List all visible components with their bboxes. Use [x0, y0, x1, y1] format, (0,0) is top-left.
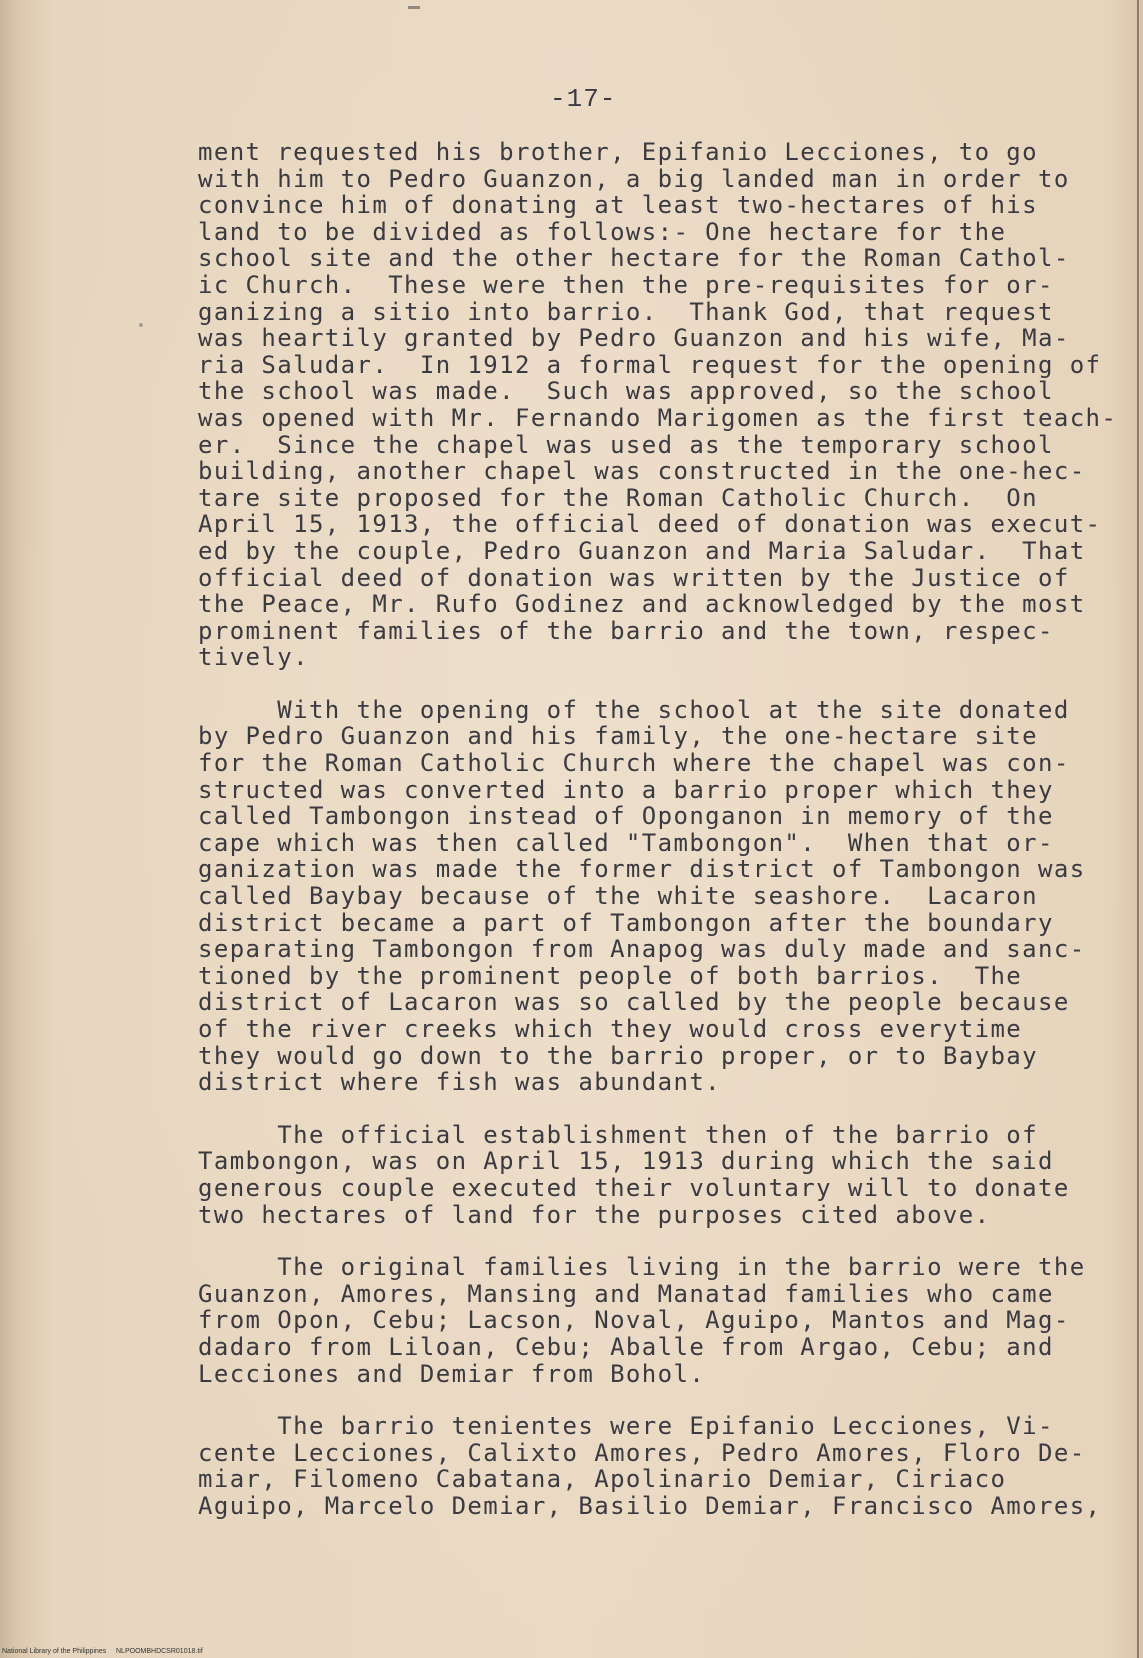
- text-line: with him to Pedro Guanzon, a big landed man in order to: [198, 164, 1070, 193]
- paragraph-4: [198, 1254, 1118, 1387]
- text-line: April 15, 1913, the official deed of donation was execut-: [198, 510, 1102, 539]
- text-line: district became a part of Tambongon after the boundary: [198, 908, 1054, 937]
- text-line: official deed of donation was written by the Justice of: [198, 563, 1070, 592]
- text-line: cente Lecciones, Calixto Amores, Pedro Amores, Floro De-: [198, 1438, 1086, 1467]
- text-line: school site and the other hectare for the Roman Cathol-: [198, 244, 1070, 273]
- text-line: With the opening of the school at the site donated: [198, 695, 1070, 724]
- paragraph-5: [198, 1413, 1118, 1519]
- text-line: the Peace, Mr. Rufo Godinez and acknowledged by the most: [198, 590, 1086, 619]
- text-line: The barrio tenientes were Epifanio Lecciones, Vi-: [198, 1412, 1054, 1441]
- text-line: Aguipo, Marcelo Demiar, Basilio Demiar, Francisco Amores,: [198, 1491, 1102, 1520]
- text-line: ic Church. These were then the pre-requisites for or-: [198, 270, 1054, 299]
- paragraph-2: [198, 697, 1118, 1096]
- text-line: generous couple executed their voluntary will to donate: [198, 1173, 1070, 1202]
- scan-footer: National Library of the Philippines NLPOOMBHDCSR01018.tif: [2, 1648, 203, 1655]
- text-line: the school was made. Such was approved, so the school: [198, 377, 1054, 406]
- paragraph-1: [198, 139, 1118, 671]
- text-line: ment requested his brother, Epifanio Lecciones, to go: [198, 138, 1039, 166]
- text-line: two hectares of land for the purposes cited above.: [198, 1200, 991, 1229]
- text-line: The official establishment then of the barrio of: [198, 1120, 1039, 1149]
- text-line: ganization was made the former district of Tambongon was: [198, 855, 1086, 884]
- text-line: by Pedro Guanzon and his family, the one-hectare site: [198, 722, 1039, 751]
- margin-dot: [139, 323, 143, 327]
- text-line: ria Saludar. In 1912 a formal request for the opening of: [198, 350, 1102, 379]
- page-number: -17-: [550, 84, 617, 114]
- text-line: building, another chapel was constructed in the one-hec-: [198, 457, 1086, 486]
- paragraph-3: [198, 1122, 1118, 1228]
- text-line: district of Lacaron was so called by the people because: [198, 988, 1070, 1017]
- text-line: er. Since the chapel was used as the temporary school: [198, 430, 1054, 459]
- text-line: ganizing a sitio into barrio. Thank God, that request: [198, 297, 1054, 326]
- text-line: for the Roman Catholic Church where the chapel was con-: [198, 749, 1070, 778]
- text-line: from Opon, Cebu; Lacson, Noval, Aguipo, Mantos and Mag-: [198, 1306, 1070, 1335]
- scan-mark: [408, 6, 420, 9]
- text-line: Tambongon, was on April 15, 1913 during which the said: [198, 1147, 1054, 1176]
- text-line: Lecciones and Demiar from Bohol.: [198, 1359, 706, 1388]
- text-line: was heartily granted by Pedro Guanzon and his wife, Ma-: [198, 324, 1070, 353]
- text-line: convince him of donating at least two-hectares of his: [198, 191, 1039, 220]
- text-line: tioned by the prominent people of both barrios. The: [198, 961, 1023, 990]
- text-line: prominent families of the barrio and the town, respec-: [198, 616, 1054, 645]
- text-line: Guanzon, Amores, Mansing and Manatad families who came: [198, 1279, 1054, 1308]
- text-line: was opened with Mr. Fernando Marigomen as the first teach-: [198, 403, 1118, 432]
- text-line: dadaro from Liloan, Cebu; Aballe from Argao, Cebu; and: [198, 1332, 1054, 1361]
- body-text: [198, 139, 1118, 1520]
- text-line: district where fish was abundant.: [198, 1068, 722, 1097]
- text-line: called Baybay because of the white seashore. Lacaron: [198, 882, 1039, 911]
- text-line: structed was converted into a barrio proper which they: [198, 775, 1054, 804]
- text-line: separating Tambongon from Anapog was duly made and sanc-: [198, 935, 1086, 964]
- text-line: tare site proposed for the Roman Catholic Church. On: [198, 483, 1039, 512]
- text-line: cape which was then called "Tambongon". When that or-: [198, 828, 1054, 857]
- page-edge-line: [1137, 0, 1139, 1658]
- text-line: ed by the couple, Pedro Guanzon and Maria Saludar. That: [198, 536, 1086, 565]
- text-line: miar, Filomeno Cabatana, Apolinario Demiar, Ciriaco: [198, 1465, 1007, 1494]
- text-line: they would go down to the barrio proper, or to Baybay: [198, 1041, 1039, 1070]
- text-line: tively.: [198, 643, 309, 672]
- text-line: of the river creeks which they would cross everytime: [198, 1015, 1023, 1043]
- text-line: land to be divided as follows:- One hectare for the: [198, 217, 1007, 246]
- text-line: called Tambongon instead of Oponganon in memory of the: [198, 802, 1054, 831]
- text-line: The original families living in the barrio were the: [198, 1253, 1086, 1282]
